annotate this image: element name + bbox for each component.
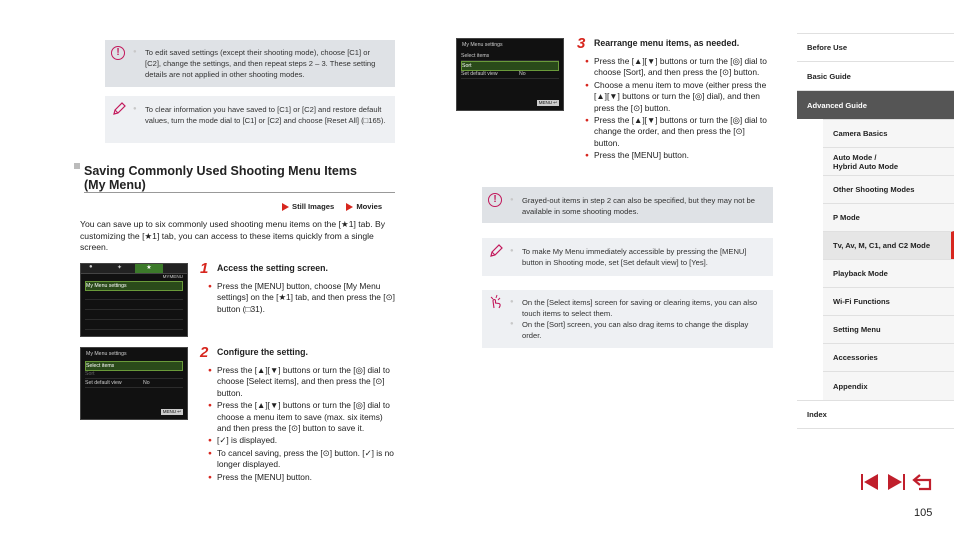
section-marker <box>74 163 80 169</box>
sidebar-item-appendix[interactable]: Appendix <box>823 371 954 400</box>
screen-row: Sort <box>85 370 183 379</box>
screen-row: Sort <box>461 61 559 71</box>
next-page-icon[interactable] <box>885 472 907 492</box>
return-icon[interactable] <box>911 472 935 492</box>
touch-icon <box>488 294 504 313</box>
step-bullet: ● Press the [▲][▼] buttons or turn the [◎] dial to choose [Select items], and then press the [⊙] button. <box>208 365 395 399</box>
note-text: ● To make My Menu immediately accessible by pressing the [MENU] button in Shooting mode, set [Set default view] to [Yes]. <box>510 246 765 268</box>
screen-tab-label: MYMENU <box>162 274 183 279</box>
section-underline <box>84 192 395 193</box>
camera-screen-my-menu-settings <box>80 347 188 420</box>
previous-page-icon[interactable] <box>859 472 881 492</box>
sidebar-item-basic-guide[interactable]: Basic Guide <box>797 61 954 90</box>
camera-screen-my-menu-tab <box>80 263 188 337</box>
step-number: 3 <box>577 35 586 52</box>
warning-note-edit-settings <box>105 40 395 87</box>
screen-title: My Menu settings <box>462 42 503 48</box>
screen-row <box>85 291 183 300</box>
step-number: 2 <box>200 344 209 361</box>
step-bullet: ● Press the [MENU] button, choose [My Menu settings] on the [★1] tab, and then press the [⊙] button (□31). <box>208 281 395 315</box>
step-number: 1 <box>200 260 209 277</box>
mode-tags: Still Images Movies <box>282 202 382 211</box>
sidebar-item-accessories[interactable]: Accessories <box>823 343 954 371</box>
screen-row: My Menu settings <box>85 281 183 291</box>
touch-note <box>482 290 773 348</box>
screen-tab-bar <box>81 264 187 274</box>
section-title: Saving Commonly Used Shooting Menu Items (My Menu) <box>84 164 357 192</box>
pencil-icon <box>488 243 504 262</box>
menu-back-button: MENU ↩ <box>162 409 181 414</box>
triangle-icon <box>282 203 289 211</box>
step-title: Configure the setting. <box>217 347 308 357</box>
sidebar-item-camera-basics[interactable]: Camera Basics <box>823 119 954 147</box>
menu-back-button: MENU ↩ <box>538 100 557 105</box>
sidebar-item-tv-av-m-c1-c2[interactable]: Tv, Av, M, C1, and C2 Mode <box>823 231 954 259</box>
screen-title: My Menu settings <box>86 351 127 357</box>
sidebar-item-index[interactable]: Index <box>797 400 954 429</box>
note-text: ● On the [Select items] screen for saving or clearing items, you can also touch items to select them. <box>510 297 765 319</box>
note-text: ● To clear information you have saved to [C1] or [C2] and restore default values, turn the mode dial to [C1] or [C2] and choose [Reset All] (□165). <box>133 104 388 126</box>
screen-row: Select items <box>85 361 183 371</box>
screen-row: Select items <box>461 52 559 61</box>
step-3 <box>577 35 772 163</box>
step-bullet: ● Press the [▲][▼] buttons or turn the [◎] dial to change the order, and then press the [⊙] button. <box>585 115 772 149</box>
step-2 <box>200 344 395 484</box>
warning-icon: ! <box>488 193 502 207</box>
step-bullet: ● Press the [▲][▼] buttons or turn the [◎] dial to choose a menu item to save (max. six items) and then press the [⊙] button to save it. <box>208 400 395 434</box>
sidebar-item-playback-mode[interactable]: Playback Mode <box>823 259 954 287</box>
sidebar-item-wifi-functions[interactable]: Wi-Fi Functions <box>823 287 954 315</box>
screen-row: Set default view No <box>461 70 559 79</box>
camera-screen-sort <box>456 38 564 111</box>
memo-note-default-view <box>482 238 773 276</box>
step-bullet: ● To cancel saving, press the [⊙] button. [✓] is no longer displayed. <box>208 448 395 471</box>
warning-icon: ! <box>111 46 125 60</box>
step-title: Access the setting screen. <box>217 263 328 273</box>
warning-note-grayed-items <box>482 187 773 223</box>
triangle-icon <box>346 203 353 211</box>
step-bullet: ● Choose a menu item to move (either press the [▲][▼] buttons or turn the [◎] dial), and then press the [⊙] button. <box>585 80 772 114</box>
screen-row: Set default view No <box>85 379 183 388</box>
intro-paragraph: You can save up to six commonly used shooting menu items on the [★1] tab. By customizing the [★1] tab, you can access to these items quickly from a single screen. <box>80 219 385 253</box>
screen-row <box>85 301 183 310</box>
sidebar-item-before-use[interactable]: Before Use <box>797 33 954 61</box>
note-text: ● Grayed-out items in step 2 can also be specified, but they may not be available in some shooting modes. <box>510 195 765 217</box>
step-bullet: ● Press the [MENU] button. <box>208 472 395 483</box>
wrench-icon: ✦ <box>117 265 123 271</box>
step-bullet: ● Press the [▲][▼] buttons or turn the [◎] dial to choose [Sort], and then press the [⊙] button. <box>585 56 772 79</box>
step-bullet: ● Press the [MENU] button. <box>585 150 772 161</box>
sidebar-item-advanced-guide[interactable]: Advanced Guide <box>797 90 954 119</box>
note-text: ● On the [Sort] screen, you can also drag items to change the display order. <box>510 319 765 341</box>
sidebar-item-other-shooting-modes[interactable]: Other Shooting Modes <box>823 175 954 203</box>
star-tab: ★ <box>135 264 163 273</box>
step-title: Rearrange menu items, as needed. <box>594 38 740 48</box>
sidebar-item-auto-mode[interactable]: Auto Mode / Hybrid Auto Mode <box>823 147 954 175</box>
sidebar-item-p-mode[interactable]: P Mode <box>823 203 954 231</box>
memo-note-reset <box>105 96 395 143</box>
note-text: ● To edit saved settings (except their shooting mode), choose [C1] or [C2], change the settings, and then repeat steps 2 – 3. These setting details are not applied in other shooting modes. <box>133 47 388 80</box>
camera-icon: ● <box>89 264 93 270</box>
pencil-icon <box>111 101 127 120</box>
screen-row <box>85 321 183 330</box>
step-1 <box>200 260 395 316</box>
step-bullet: ● [✓] is displayed. <box>208 435 395 446</box>
sidebar-item-setting-menu[interactable]: Setting Menu <box>823 315 954 343</box>
page-number: 105 <box>914 507 933 519</box>
screen-row <box>85 311 183 320</box>
